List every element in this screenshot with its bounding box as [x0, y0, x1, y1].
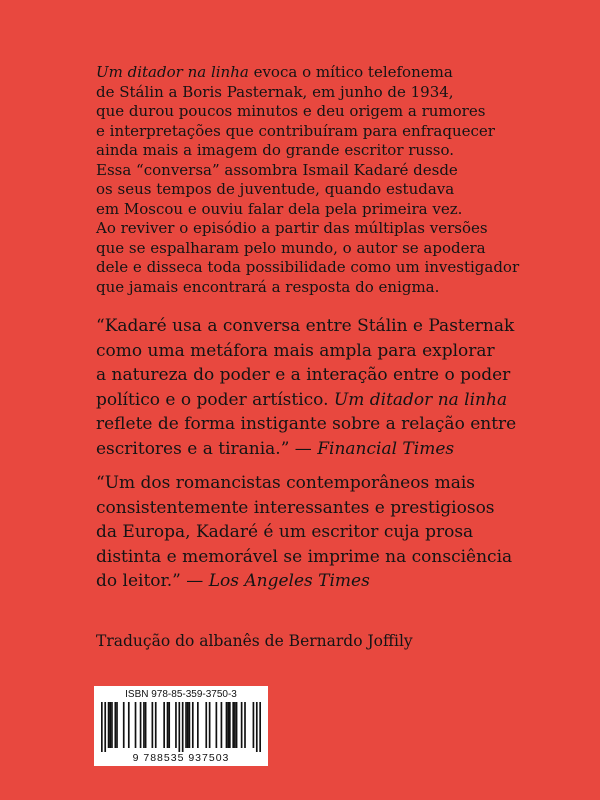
barcode-bar: [259, 702, 261, 752]
quote-line: político e o poder artístico. Um ditador na linha: [96, 389, 508, 410]
ean-digits: 9 788535 937503: [132, 752, 230, 764]
quote-line: a natureza do poder e a interação entre o poder: [96, 365, 511, 385]
barcode-bar: [236, 702, 238, 748]
barcode-bar: [104, 702, 106, 752]
barcode-bar: [234, 702, 236, 748]
barcode-bars: [101, 702, 261, 752]
quote-line: escritores e a tirania.” — Financial Times: [96, 438, 455, 459]
synopsis-line: Essa “conversa” assombra Ismail Kadaré desde: [96, 160, 458, 179]
barcode-bar: [187, 702, 189, 748]
quote-source: Financial Times: [317, 438, 455, 459]
barcode-bar: [209, 702, 211, 748]
barcode-bar: [111, 702, 113, 748]
isbn-label: ISBN 978-85-359-3750-3: [125, 689, 237, 700]
synopsis-line: e interpretações que contribuíram para enfraquecer: [96, 121, 495, 140]
quote-line: como uma metáfora mais ampla para explorar: [96, 340, 495, 361]
synopsis-line: Ao reviver o episódio a partir das múltiplas versões: [96, 219, 488, 237]
barcode-bar: [175, 702, 177, 748]
book-title-italic: Um ditador na linha: [96, 63, 249, 81]
quote-line: consistentemente interessantes e prestigiosos: [96, 497, 495, 518]
synopsis-line: os seus tempos de juventude, quando estudava: [96, 180, 455, 198]
barcode-bar: [232, 702, 234, 748]
barcode-bar: [145, 702, 147, 748]
review-quote-los-angeles-times: [96, 471, 536, 594]
quote-line: reflete de forma instigante sobre a relação entre: [96, 414, 517, 434]
quote-source: Los Angeles Times: [208, 571, 370, 591]
barcode-bar: [108, 702, 110, 748]
barcode-bar: [167, 702, 169, 748]
barcode-bar: [253, 702, 255, 748]
barcode-bar: [163, 702, 165, 748]
review-quote-financial-times: [96, 314, 536, 461]
barcode-bar: [221, 702, 223, 748]
barcode-bar: [227, 702, 229, 748]
barcode-bar: [192, 702, 194, 748]
barcode-bar: [128, 702, 130, 748]
barcode-bar: [216, 702, 218, 748]
book-title-italic: Um ditador na linha: [333, 389, 508, 410]
barcode-bar: [205, 702, 207, 748]
barcode-bar: [109, 702, 111, 748]
barcode-bar: [135, 702, 137, 748]
quote-line: distinta e memorável se imprime na consciência: [96, 546, 513, 567]
synopsis-line: dele e disseca toda possibilidade como um investigador: [96, 258, 520, 276]
barcode-bar: [244, 702, 246, 748]
barcode-bar: [101, 702, 103, 752]
barcode-bar: [241, 702, 243, 748]
quote-line: “Um dos romancistas contemporâneos mais: [96, 473, 476, 493]
barcode-bar: [189, 702, 191, 748]
synopsis-line: que durou poucos minutos e deu origem a rumores: [96, 102, 486, 120]
barcode-bar: [116, 702, 118, 748]
synopsis-line: ainda mais a imagem do grande escritor russo.: [96, 141, 455, 159]
barcode-bar: [178, 702, 180, 752]
quote-line: do leitor.” — Los Angeles Times: [96, 571, 370, 591]
synopsis-line: em Moscou e ouviu falar dela pela primeira vez.: [96, 199, 463, 218]
isbn-barcode: [94, 686, 268, 766]
quote-line: da Europa, Kadaré é um escritor cuja prosa: [96, 522, 474, 542]
barcode-bar: [123, 702, 125, 748]
synopsis-line: de Stálin a Boris Pasternak, em junho de 1934,: [96, 82, 454, 101]
barcode-bar: [182, 702, 184, 752]
barcode-bar: [152, 702, 154, 748]
barcode-bar: [155, 702, 157, 748]
barcode-bar: [140, 702, 142, 748]
barcode-bar: [185, 702, 187, 748]
barcode-bar: [226, 702, 228, 748]
barcode-bar: [256, 702, 258, 752]
synopsis-line: que jamais encontrará a resposta do enigma.: [96, 277, 440, 296]
synopsis-paragraph: [96, 63, 536, 297]
synopsis-line: Um ditador na linha evoca o mítico telefonema: [96, 63, 453, 81]
barcode-bar: [168, 702, 170, 748]
barcode-bar: [229, 702, 231, 748]
translator-credit: Tradução do albanês de Bernardo Joffily: [96, 632, 413, 650]
synopsis-line: que se espalharam pelo mundo, o autor se apodera: [96, 238, 486, 257]
barcode-bar: [114, 702, 116, 748]
barcode-bar: [197, 702, 199, 748]
barcode-bar: [143, 702, 145, 748]
quote-line: “Kadaré usa a conversa entre Stálin e Pasternak: [96, 316, 515, 336]
